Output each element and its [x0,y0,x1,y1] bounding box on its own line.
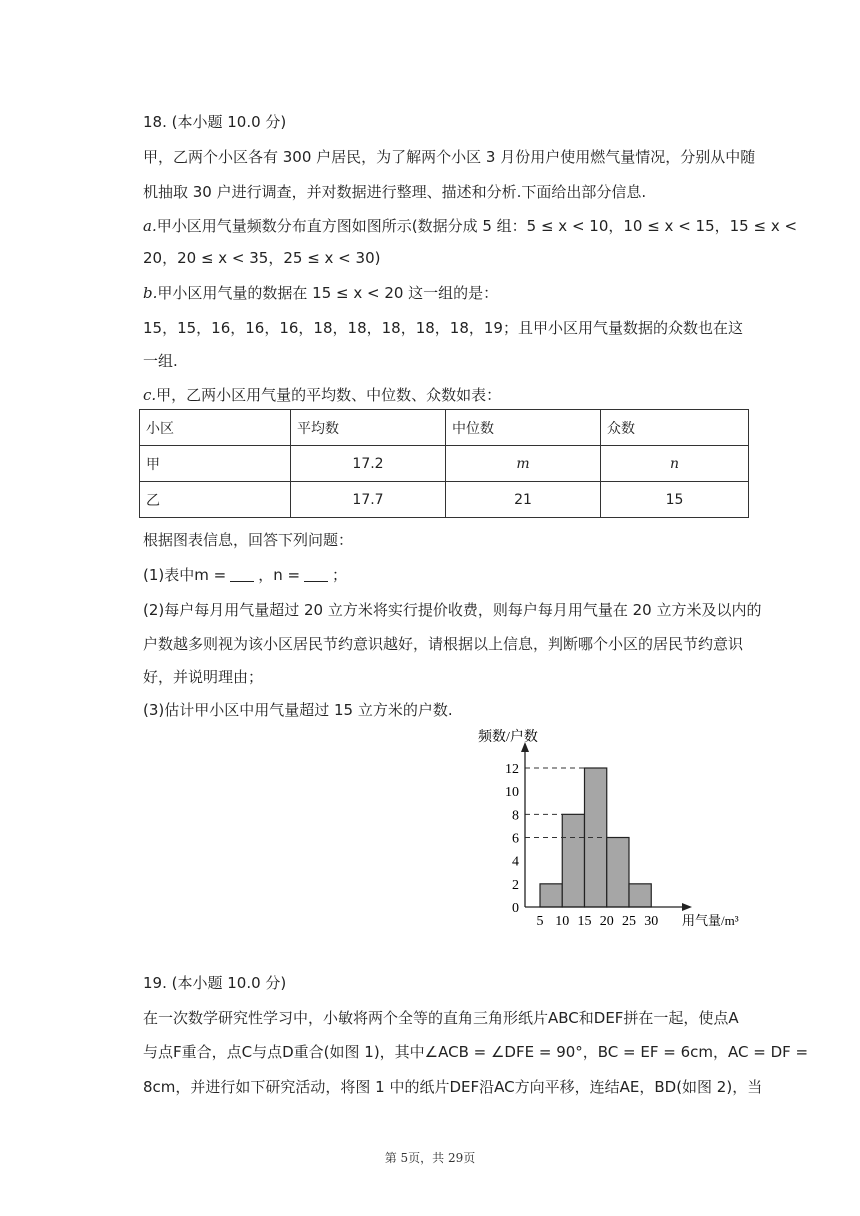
table-row [140,446,749,482]
q18-intro-line1: 甲，乙两个小区各有 300 户居民，为了解两个小区 3 月份用户使用燃气量情况，分别从中随 [143,148,756,166]
x-tick-label: 25 [622,914,636,929]
q19-line3: 8cm，并进行如下研究活动，将图 1 中的纸片DEF沿AC方向平移，连结AE，BD(如图 2)，当 [143,1078,763,1096]
q18-prompt: 根据图表信息，回答下列问题： [143,531,354,549]
y-axis-label: 频数/户数 [478,730,538,745]
info-a-text: 甲小区用气量频数分布直方图如图所示(数据分成 5 组：5 ≤ x < 10，10 ≤ x < 15，15 ≤ x < [156,217,798,235]
table-cell: n [601,446,749,482]
y-tick-label: 6 [512,831,519,847]
histogram-bar [540,884,562,907]
table-header-cell: 平均数 [291,410,446,446]
x-tick-label: 15 [577,914,592,929]
info-c-text: 甲，乙两小区用气量的平均数、中位数、众数如表： [156,386,502,404]
answer-blank-n[interactable] [304,567,328,582]
table-cell: 甲 [140,446,291,482]
y-tick-label: 4 [512,854,519,870]
info-a-label: a. [143,217,157,235]
x-tick-label: 30 [644,914,659,929]
y-tick-label: 0 [512,901,519,916]
y-tick-label: 12 [505,762,519,777]
q18-info-b-line3: 一组. [143,352,178,370]
answer-blank-m[interactable] [230,567,254,582]
x-tick-label: 20 [599,914,614,929]
info-b-label: b. [143,284,158,302]
x-axis-label: 用气量/m³ [682,913,739,928]
q18-info-a-line2: 20，20 ≤ x < 35，25 ≤ x < 30) [143,249,381,267]
q18-part2-line3: 好，并说明理由； [143,668,264,686]
stats-table [139,409,749,518]
y-tick-labels [505,762,519,916]
y-tick-label: 2 [512,877,519,893]
x-tick-label: 10 [555,914,570,929]
table-cell: 17.2 [291,446,446,482]
part1-middle: ，n = [258,566,301,584]
q18-info-c-line1 [143,385,501,405]
table-cell: 17.7 [291,482,446,518]
q18-intro-line2: 机抽取 30 户进行调查，并对数据进行整理、描述和分析.下面给出部分信息. [143,183,647,201]
y-tick-label: 8 [512,808,519,824]
q18-info-b-line2: 15，15，16，16，16，18，18，18，18，18，19；且甲小区用气量数据的众数也在这 [143,319,743,337]
histogram-chart [470,722,760,937]
x-tick-labels [537,914,659,929]
q18-info-a-line1 [143,216,797,236]
table-header-cell: 众数 [601,410,749,446]
table-cell: 乙 [140,482,291,518]
histogram-bar [629,884,651,907]
q18-heading: 18. (本小题 10.0 分) [143,113,287,131]
part1-end: ； [332,566,348,584]
histogram-bar [585,768,607,907]
q18-info-b-line1 [143,283,498,303]
page-footer: 第 5页，共 29页 [384,1151,476,1165]
y-tick-label: 10 [505,785,519,801]
q19-line2: 与点F重合，点C与点D重合(如图 1)，其中∠ACB = ∠DFE = 90°，BC = EF = 6cm，AC = DF = [143,1043,809,1061]
table-cell: 15 [601,482,749,518]
table-header-cell: 中位数 [446,410,601,446]
q18-part3: (3)估计甲小区中用气量超过 15 立方米的户数. [143,701,453,719]
table-header-cell: 小区 [140,410,291,446]
part1-prefix: (1)表中m = [143,566,227,584]
table-header-row [140,410,749,446]
histogram-bar [607,838,629,908]
q19-line1: 在一次数学研究性学习中，小敏将两个全等的直角三角形纸片ABC和DEF拼在一起，使点A [143,1009,739,1027]
q18-part2-line2: 户数越多则视为该小区居民节约意识越好，请根据以上信息，判断哪个小区的居民节约意识 [143,635,744,653]
x-tick-label: 5 [536,914,544,929]
x-axis-arrow-icon [682,903,692,911]
q19-heading: 19. (本小题 10.0 分) [143,974,287,992]
table-cell: 21 [446,482,601,518]
info-c-label: c. [143,386,157,404]
table-row [140,482,749,518]
q18-part2-line1: (2)每户每月用气量超过 20 立方米将实行提价收费，则每户每月用气量在 20 立方米及以内的 [143,601,762,619]
info-b-text: 甲小区用气量的数据在 15 ≤ x < 20 这一组的是： [157,284,499,302]
q18-part1 [143,565,347,585]
table-cell: m [446,446,601,482]
histogram-bar [562,814,584,907]
